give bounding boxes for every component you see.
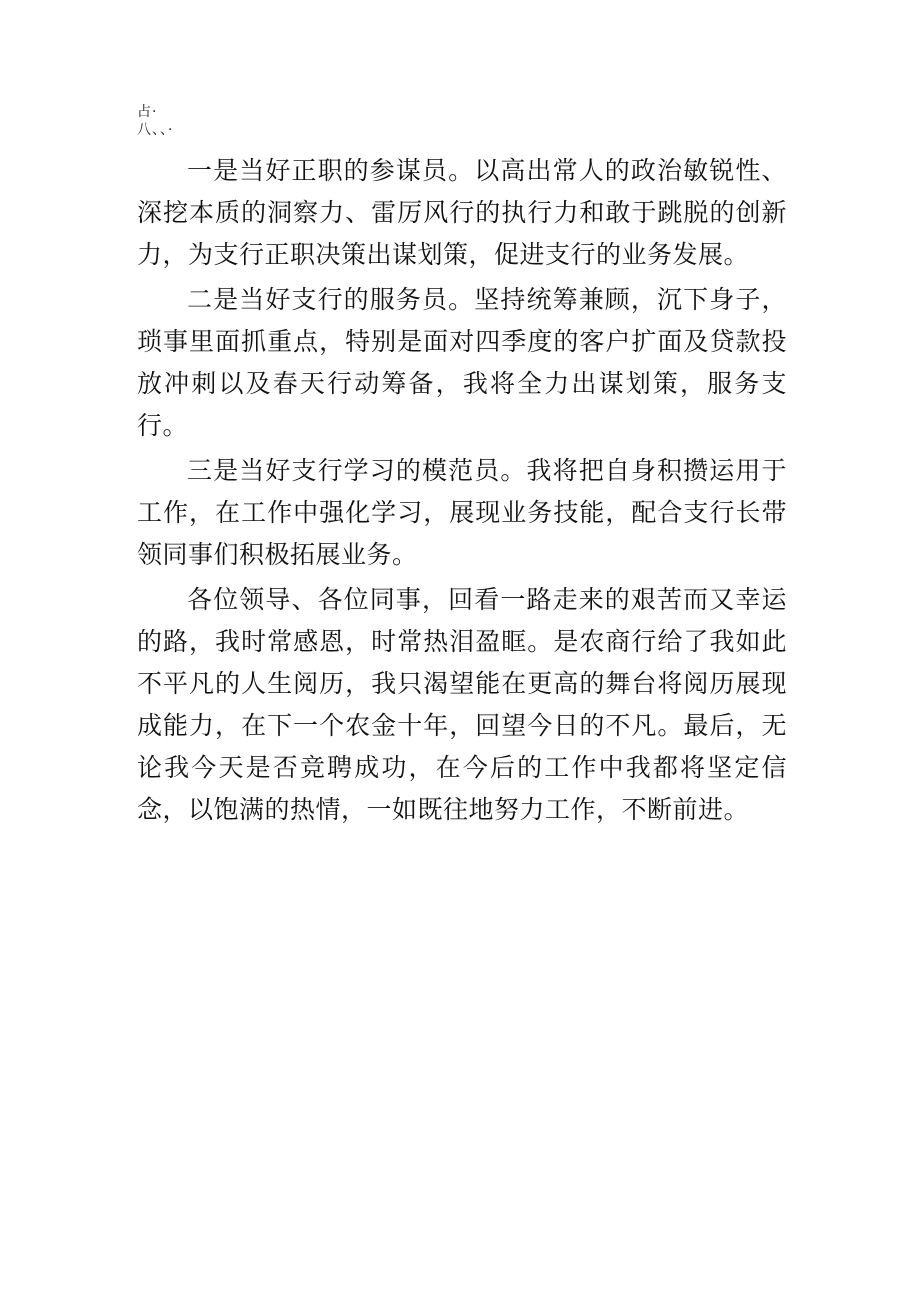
header-fragment-1: 占·	[137, 104, 158, 120]
paragraph-learning-model: 三是当好支行学习的模范员。我将把自身积攒运用于工作，在工作中强化学习，展现业务技能，配合支行长带领同事们积极拓展业务。	[137, 456, 787, 569]
paragraph-staff-officer: 一是当好正职的参谋员。以高出常人的政治敏锐性、深挖本质的洞察力、雷厉风行的执行力和敢于跳脱的创新力，为支行正职决策出谋划策，促进支行的业务发展。	[137, 156, 787, 269]
header-fragment-2: 八、、·	[137, 122, 174, 138]
paragraph-service-officer: 二是当好支行的服务员。坚持统筹兼顾，沉下身子，琐事里面抓重点，特别是面对四季度的客户扩面及贷款投放冲刺以及春天行动筹备，我将全力出谋划策，服务支行。	[137, 285, 787, 440]
document-body	[137, 150, 787, 831]
paragraph-closing: 各位领导、各位同事，回看一路走来的艰苦而又幸运的路，我时常感恩，时常热泪盈眶。是农商行给了我如此不平凡的人生阅历，我只渴望能在更高的舞台将阅历展现成能力，在下一个农金十年，回望今日的不凡。最后，无论我今天是否竞聘成功，在今后的工作中我都将坚定信念，以饱满的热情，一如既往地努力工作，不断前进。	[137, 585, 787, 824]
